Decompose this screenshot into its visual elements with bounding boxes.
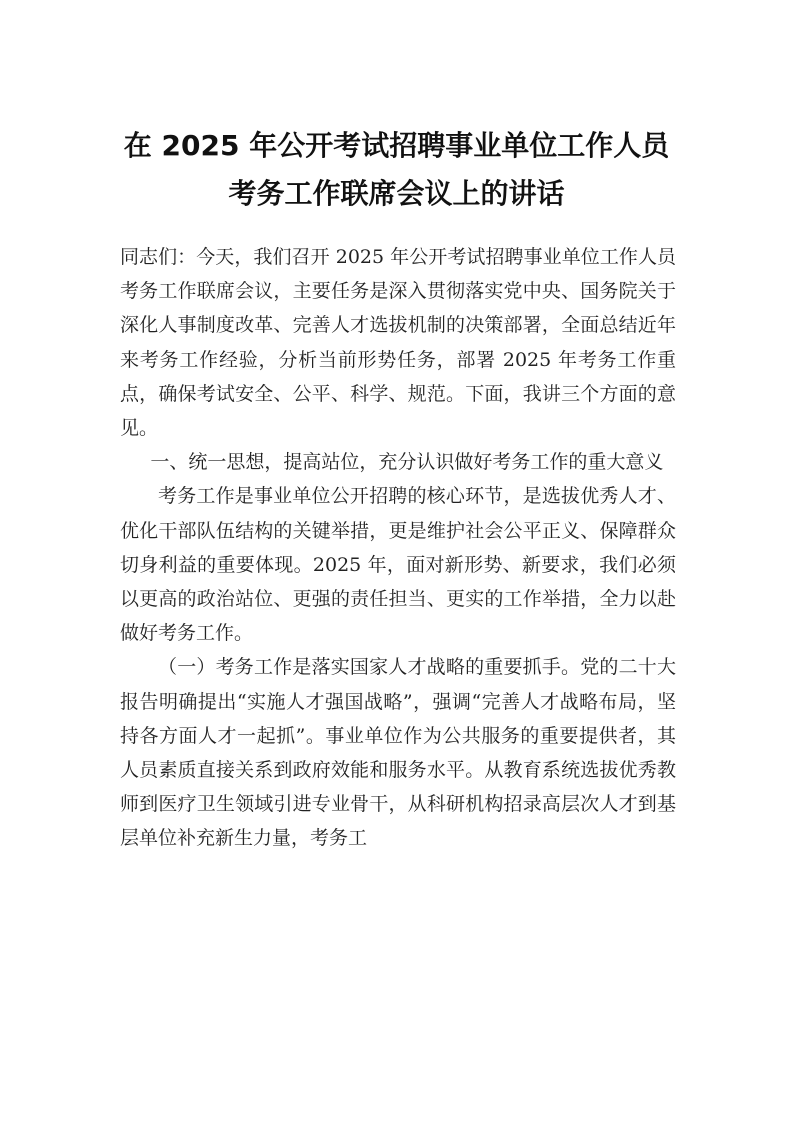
body-paragraph-subsection-1: （一）考务工作是落实国家人才战略的重要抓手。党的二十大报告明确提出“实施人才强国战略”，强调“完善人才战略布局，坚持各方面人才一起抓”。事业单位作为公共服务的重要提供者，其人员素质直接关系到政府效能和服务水平。从教育系统选拔优秀教师到医疗卫生领域引进专业骨干，从科研机构招录高层次人才到基层单位补充新生力量，考务工	[120, 656, 676, 850]
title-line-1: 在 2025 年公开考试招聘事业单位工作人员	[123, 129, 670, 162]
opening-paragraph: 同志们：今天，我们召开 2025 年公开考试招聘事业单位工作人员考务工作联席会议，主要任务是深入贯彻落实党中央、国务院关于深化人事制度改革、完善人才选拔机制的决策部署，全面总结近年来考务工作经验，分析当前形势任务，部署 2025 年考务工作重点，确保考试安全、公平、科学、规范。下面，我讲三个方面的意见。	[120, 246, 676, 440]
title-line-2: 考务工作联席会议上的讲话	[228, 177, 565, 210]
body-paragraph: 考务工作是事业单位公开招聘的核心环节，是选拔优秀人才、优化干部队伍结构的关键举措，更是维护社会公平正义、保障群众切身利益的重要体现。2025 年，面对新形势、新要求，我们必须以更高的政治站位、更强的责任担当、更实的工作举措，全力以赴做好考务工作。	[120, 485, 676, 645]
document-title	[0, 122, 793, 218]
section-heading-1: 一、统一思想，提高站位，充分认识做好考务工作的重大意义	[150, 451, 664, 474]
document-body	[120, 240, 676, 856]
